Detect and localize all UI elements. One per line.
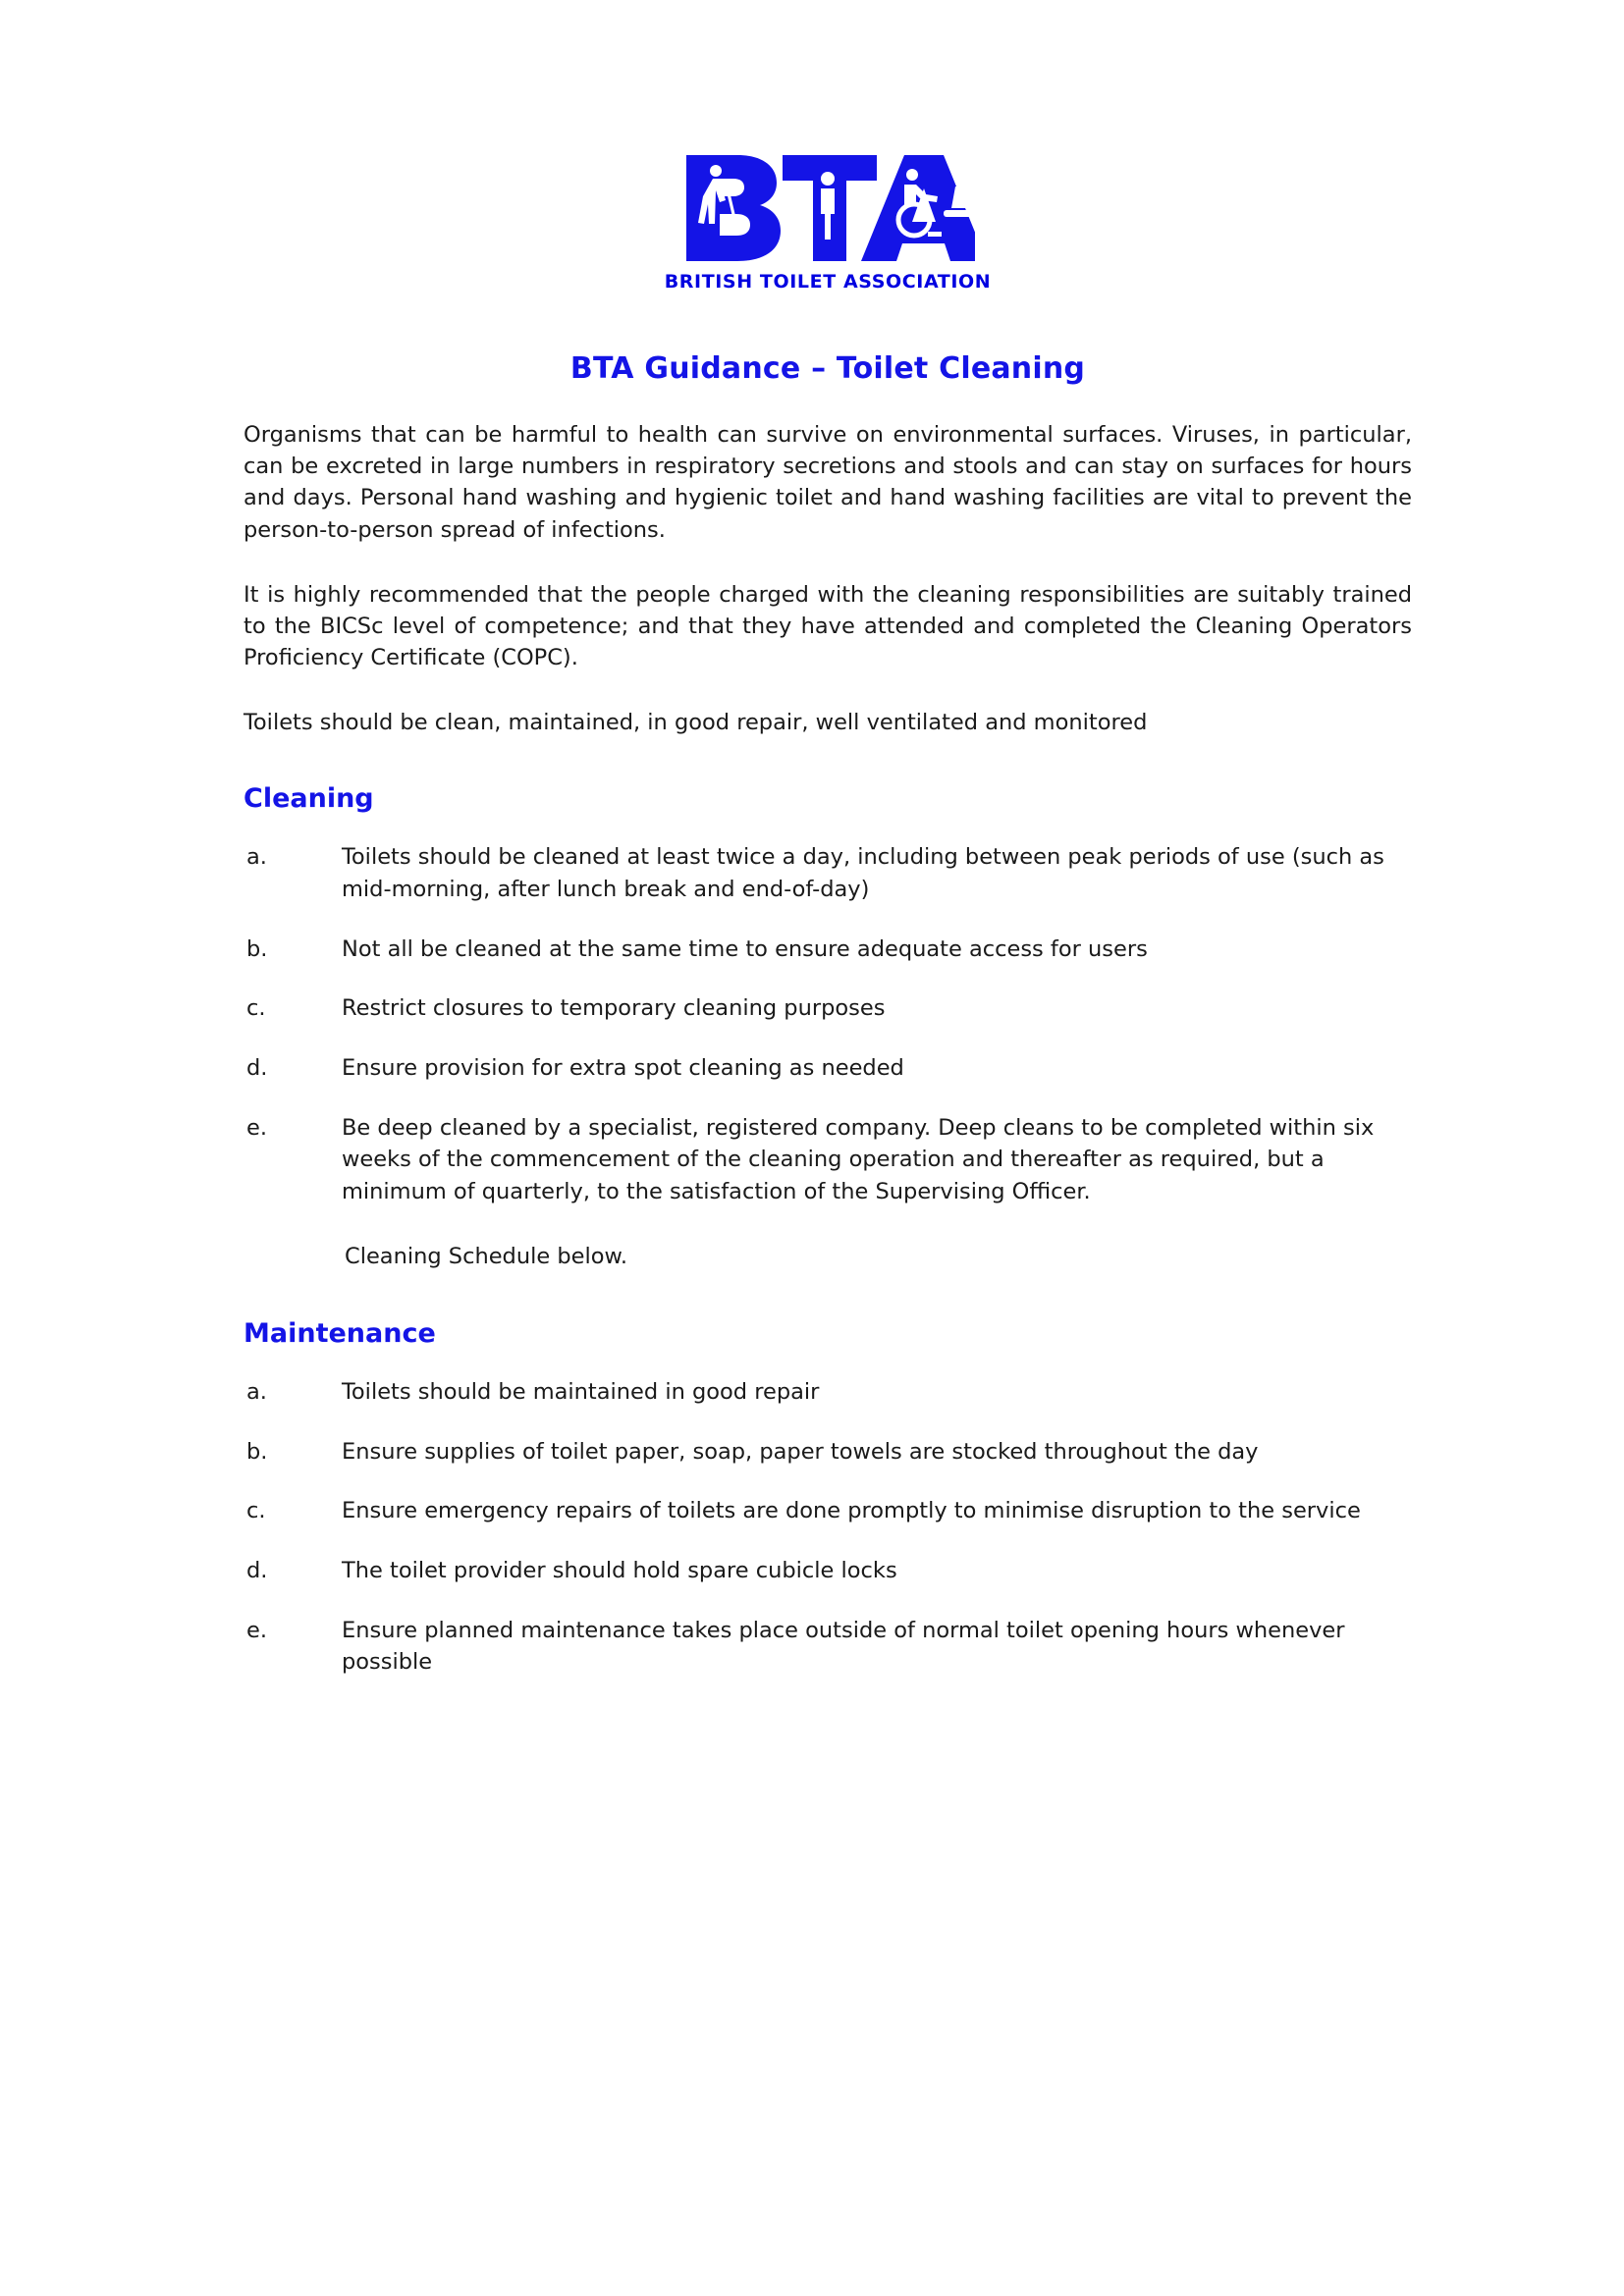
list-item-text: Ensure provision for extra spot cleaning as needed	[342, 1054, 904, 1081]
intro-paragraph-1: Organisms that can be harmful to health can survive on environmental surfaces. Viruses, in particular, can be excreted in large numbers in respiratory secretions and stools and can stay on surfaces for hours and days. Personal hand washing and hygienic toilet and hand washing facilities are vital to prevent the person-to-person spread of infections.	[244, 422, 1412, 543]
list-item-text: Ensure emergency repairs of toilets are done promptly to minimise disruption to the service	[342, 1498, 1361, 1524]
list-item-marker: c.	[246, 1498, 266, 1524]
list-item-text: Toilets should be cleaned at least twice a day, including between peak periods of use (such as mid-morning, after lunch break and end-of-day)	[342, 844, 1384, 902]
list-item-text: The toilet provider should hold spare cubicle locks	[342, 1557, 897, 1583]
list-item	[244, 1052, 1412, 1085]
list-item-marker: b.	[246, 935, 268, 962]
list-item-text: Be deep cleaned by a specialist, registered company. Deep cleans to be completed within six weeks of the commencement of the cleaning operation and thereafter as required, but a minimum of quarterly, to the satisfaction of the Supervising Officer.	[342, 1114, 1375, 1204]
list-item-text: Ensure planned maintenance takes place outside of normal toilet opening hours whenever possible	[342, 1617, 1345, 1676]
document-content	[244, 0, 1412, 1679]
list-item-marker: d.	[246, 1054, 268, 1081]
list-item-marker: e.	[246, 1617, 267, 1643]
list-item-marker: e.	[246, 1114, 267, 1141]
list-item	[244, 934, 1412, 966]
intro-paragraph-3: Toilets should be clean, maintained, in good repair, well ventilated and monitored	[244, 710, 1148, 736]
list-item-text: Not all be cleaned at the same time to ensure adequate access for users	[342, 935, 1148, 962]
list-item-text: Toilets should be maintained in good repair	[342, 1379, 820, 1405]
list-item	[244, 1495, 1412, 1527]
list-item	[244, 841, 1412, 905]
list-item	[244, 992, 1412, 1025]
section-heading-cleaning: Cleaning	[244, 783, 374, 815]
cleaning-schedule-note: Cleaning Schedule below.	[345, 1244, 627, 1270]
section-heading-maintenance: Maintenance	[244, 1318, 436, 1349]
list-item	[244, 1112, 1412, 1208]
logo-block	[244, 149, 1412, 293]
list-item	[244, 1376, 1412, 1409]
bta-logo	[664, 149, 992, 293]
list-item-text: Restrict closures to temporary cleaning purposes	[342, 995, 886, 1022]
list-item	[244, 1436, 1412, 1468]
cleaning-list	[244, 841, 1412, 1273]
bta-logo-icon	[680, 149, 975, 265]
list-item-marker: a.	[246, 1379, 267, 1405]
list-item-marker: b.	[246, 1438, 268, 1465]
bta-logo-wordmark: BRITISH TOILET ASSOCIATION	[664, 271, 992, 293]
list-item	[244, 1615, 1412, 1679]
list-item-marker: d.	[246, 1557, 268, 1583]
maintenance-list	[244, 1376, 1412, 1679]
list-item	[244, 1555, 1412, 1587]
page-title: BTA Guidance – Toilet Cleaning	[569, 351, 1086, 386]
intro-paragraph-2: It is highly recommended that the people charged with the cleaning responsibilities are suitably trained to the BICSc level of competence; and that they have attended and completed the Cleaning Operators Proficiency Certificate (COPC).	[244, 581, 1412, 671]
list-item-text: Ensure supplies of toilet paper, soap, paper towels are stocked throughout the day	[342, 1438, 1259, 1465]
list-item-marker: a.	[246, 844, 267, 871]
list-item-marker: c.	[246, 995, 266, 1022]
